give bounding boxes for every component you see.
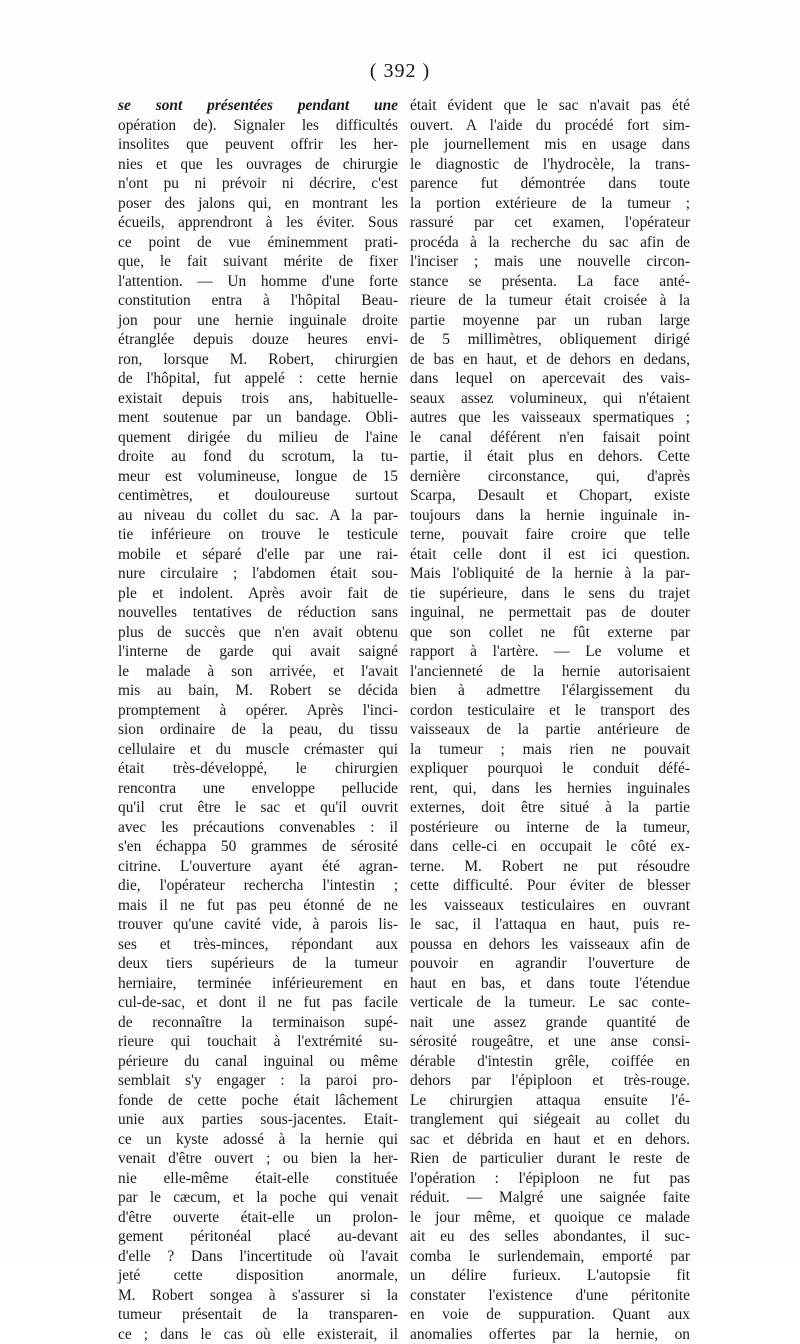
page-number: ( 392 ) (0, 60, 800, 83)
left-column-line: que, le fait suivant mérite de fixer (118, 252, 398, 272)
left-column-line: périeure du canal inguinal ou même (118, 1052, 398, 1072)
left-column-line: avec les précautions convenables : il (118, 818, 398, 838)
left-column-line: existait depuis trois ans, habituelle- (118, 389, 398, 409)
left-column-line: tumeur présentait de la transparen- (118, 1305, 398, 1325)
right-column-line: constater l'existence d'une péritonite (410, 1286, 690, 1306)
left-column-line: était très-développé, le chirurgien (118, 759, 398, 779)
left-column-line: gement péritonéal placé au-devant (118, 1227, 398, 1247)
right-column-line: haut en bas, et dans toute l'étendue (410, 974, 690, 994)
left-column-line: centimètres, et douloureuse surtout (118, 486, 398, 506)
right-column-line: dans celle-ci en occupait le côté ex- (410, 837, 690, 857)
left-column-line: fonde de cette poche était lâchement (118, 1091, 398, 1111)
right-column-line: expliquer pourquoi le conduit défé- (410, 759, 690, 779)
left-column-line: mais il ne fut pas peu étonné de ne (118, 896, 398, 916)
right-column-line: seaux assez volumineux, qui n'étaient (410, 389, 690, 409)
left-column-line: sion ordinaire de la peau, du tissu (118, 720, 398, 740)
left-column-line: rieure qui touchait à l'extrémité su- (118, 1032, 398, 1052)
left-column-line: plus de succès que n'en avait obtenu (118, 623, 398, 643)
right-column-line: anomalies offertes par la hernie, on (410, 1325, 690, 1344)
right-column-line: sérosité rougeâtre, et une anse consi- (410, 1032, 690, 1052)
left-column-line: de l'hôpital, fut appelé : cette hernie (118, 369, 398, 389)
left-column-line: die, l'opérateur rechercha l'intestin ; (118, 876, 398, 896)
left-column-line: qu'il crut être le sac et qu'il ouvrit (118, 798, 398, 818)
left-column-line: poser des jalons qui, en montrant les (118, 194, 398, 214)
right-column-line: sac et débrida en haut et en dehors. (410, 1130, 690, 1150)
left-column-line: unie aux parties sous-jacentes. Etait- (118, 1110, 398, 1130)
right-column-line: terne. M. Robert ne put résoudre (410, 857, 690, 877)
right-column-line: bien à admettre l'élargissement du (410, 681, 690, 701)
right-column-line: en voie de suppuration. Quant aux (410, 1305, 690, 1325)
right-column-line: procéda à la recherche du sac afin de (410, 233, 690, 253)
right-column-line: ait eu des selles abondantes, il suc- (410, 1227, 690, 1247)
right-column-line: verticale de la tumeur. Le sac conte- (410, 993, 690, 1013)
right-column-line: ple journellement mis en usage dans (410, 135, 690, 155)
left-column-line: insolites que peuvent offrir les her- (118, 135, 398, 155)
right-column-line: rieure de la tumeur était croisée à la (410, 291, 690, 311)
left-column-line: n'ont pu ni prévoir ni décrire, c'est (118, 174, 398, 194)
right-column-line: rapport à l'artère. — Le volume et (410, 642, 690, 662)
right-column-line: vaisseaux de la partie antérieure de (410, 720, 690, 740)
right-column-line: tie supérieure, dans le sens du trajet (410, 584, 690, 604)
left-column-line: jon pour une hernie inguinale droite (118, 311, 398, 331)
left-column-line: herniaire, terminée inférieurement en (118, 974, 398, 994)
right-column-line: dernière circonstance, qui, d'après (410, 467, 690, 487)
right-column-line: terne, pouvait faire croire que telle (410, 525, 690, 545)
right-column-line: inguinal, ne permettait pas de douter (410, 603, 690, 623)
right-column-line: externes, doit être situé à la partie (410, 798, 690, 818)
right-column-line: ouvert. A l'aide du procédé fort sim- (410, 116, 690, 136)
left-column-line: d'elle ? Dans l'incertitude où l'avait (118, 1247, 398, 1267)
left-column-line: promptement à opérer. Après l'inci- (118, 701, 398, 721)
right-column-line: autres que les vaisseaux spermatiques ; (410, 408, 690, 428)
right-column-line: postérieure ou interne de la tumeur, (410, 818, 690, 838)
left-column-line: venait d'être ouvert ; ou bien la her- (118, 1149, 398, 1169)
left-column-line: mobile et séparé d'elle par une rai- (118, 545, 398, 565)
right-column-line: Mais l'obliquité de la hernie à la par- (410, 564, 690, 584)
right-column-line: réduit. — Malgré une saignée faite (410, 1188, 690, 1208)
right-column-line: un délire furieux. L'autopsie fit (410, 1266, 690, 1286)
right-column-line: les vaisseaux testiculaires en ouvrant (410, 896, 690, 916)
left-column (118, 96, 398, 1136)
left-column-line: semblait s'y engager : la paroi pro- (118, 1071, 398, 1091)
right-column-line: était évident que le sac n'avait pas été (410, 96, 690, 116)
left-column-line: mis au bain, M. Robert se décida (118, 681, 398, 701)
left-column-line: ment soutenue par un bandage. Obli- (118, 408, 398, 428)
left-column-line: nouvelles tentatives de réduction sans (118, 603, 398, 623)
left-column-line: trouver qu'une cavité vide, à parois lis- (118, 915, 398, 935)
left-column-line: ce un kyste adossé à la hernie qui (118, 1130, 398, 1150)
right-column-line: la tumeur ; mais rien ne pouvait (410, 740, 690, 760)
right-column-line: stance se présenta. La face anté- (410, 272, 690, 292)
right-column-line: l'ancienneté de la hernie autorisaient (410, 662, 690, 682)
left-column-line: ce ; dans le cas où elle existerait, il (118, 1325, 398, 1344)
left-column-line: ron, lorsque M. Robert, chirurgien (118, 350, 398, 370)
right-column-line: de bas en haut, et de dehors en dedans, (410, 350, 690, 370)
left-column-line: droite au fond du scrotum, la tu- (118, 447, 398, 467)
right-column-line: dehors par l'épiploon et très-rouge. (410, 1071, 690, 1091)
right-column-line: poussa en dehors les vaisseaux afin de (410, 935, 690, 955)
right-column-line: cette difficulté. Pour éviter de blesser (410, 876, 690, 896)
left-column-line: étranglée depuis douze heures envi- (118, 330, 398, 350)
right-column-line: était celle dont il est ici question. (410, 545, 690, 565)
right-column-line: Le chirurgien attaqua ensuite l'é- (410, 1091, 690, 1111)
left-column-line: rencontra une enveloppe pellucide (118, 779, 398, 799)
right-column-line: comba le surlendemain, emporté par (410, 1247, 690, 1267)
left-column-line: écueils, apprendront à les éviter. Sous (118, 213, 398, 233)
right-column (410, 96, 690, 1136)
left-column-line: l'attention. — Un homme d'une forte (118, 272, 398, 292)
right-column-line: la portion extérieure de la tumeur ; (410, 194, 690, 214)
right-column-lines (410, 96, 690, 1344)
right-column-line: que son collet ne fût externe par (410, 623, 690, 643)
right-column-line: dans lequel on apercevait des vais- (410, 369, 690, 389)
left-column-line: citrine. L'ouverture ayant été agran- (118, 857, 398, 877)
left-column-line: s'en échappa 50 grammes de sérosité (118, 837, 398, 857)
right-column-line: nait une assez grande quantité de (410, 1013, 690, 1033)
right-column-line: tranglement qui siégeait au collet du (410, 1110, 690, 1130)
left-column-line: d'être ouverte était-elle un prolon- (118, 1208, 398, 1228)
left-column-line: se sont présentées pendant une (118, 96, 398, 116)
right-column-line: le jour même, et quoique ce malade (410, 1208, 690, 1228)
left-column-line: deux tiers supérieurs de la tumeur (118, 954, 398, 974)
right-column-line: rent, qui, dans les hernies inguinales (410, 779, 690, 799)
right-column-line: le diagnostic de l'hydrocèle, la trans- (410, 155, 690, 175)
left-column-line: nure circulaire ; l'abdomen était sou- (118, 564, 398, 584)
left-column-line: meur est volumineuse, longue de 15 (118, 467, 398, 487)
right-column-line: rassuré par cet examen, l'opérateur (410, 213, 690, 233)
right-column-line: toujours dans la hernie inguinale in- (410, 506, 690, 526)
right-column-line: l'inciser ; mais une nouvelle circon- (410, 252, 690, 272)
left-column-line: ses et très-minces, répondant aux (118, 935, 398, 955)
right-column-line: cordon testiculaire et le transport des (410, 701, 690, 721)
left-column-line: quement dirigée du milieu de l'aine (118, 428, 398, 448)
left-column-line: l'interne de garde qui avait saigné (118, 642, 398, 662)
right-column-line: de 5 millimètres, obliquement dirigé (410, 330, 690, 350)
left-column-line: le malade à son arrivée, et l'avait (118, 662, 398, 682)
left-column-line: opération de). Signaler les difficultés (118, 116, 398, 136)
left-column-line: jeté cette disposition anormale, (118, 1266, 398, 1286)
left-column-line: nies et que les ouvrages de chirurgie (118, 155, 398, 175)
right-column-line: le canal déférent n'en faisait point (410, 428, 690, 448)
right-column-line: pouvoir en agrandir l'ouverture de (410, 954, 690, 974)
left-column-line: constitution entra à l'hôpital Beau- (118, 291, 398, 311)
right-column-line: partie moyenne par un ruban large (410, 311, 690, 331)
right-column-line: partie, il était plus en dehors. Cette (410, 447, 690, 467)
right-column-line: Rien de particulier durant le reste de (410, 1149, 690, 1169)
left-column-line: tie inférieure on trouve le testicule (118, 525, 398, 545)
left-column-line: M. Robert songea à s'assurer si la (118, 1286, 398, 1306)
left-column-line: cul-de-sac, et dont il ne fut pas facile (118, 993, 398, 1013)
right-column-line: Scarpa, Desault et Chopart, existe (410, 486, 690, 506)
left-column-line: cellulaire et du muscle crémaster qui (118, 740, 398, 760)
right-column-line: l'opération : l'épiploon ne fut pas (410, 1169, 690, 1189)
left-column-line: ce point de vue éminemment prati- (118, 233, 398, 253)
left-column-line: de reconnaître la terminaison supé- (118, 1013, 398, 1033)
right-column-line: parence fut démontrée dans toute (410, 174, 690, 194)
right-column-line: le sac, il l'attaqua en haut, puis re- (410, 915, 690, 935)
left-column-lines (118, 96, 398, 1344)
left-column-line: ple et indolent. Après avoir fait de (118, 584, 398, 604)
left-column-line: nie elle-même était-elle constituée (118, 1169, 398, 1189)
left-column-line: au niveau du collet du sac. A la par- (118, 506, 398, 526)
right-column-line: dérable d'intestin grêle, coiffée en (410, 1052, 690, 1072)
left-column-line: par le cæcum, et la poche qui venait (118, 1188, 398, 1208)
